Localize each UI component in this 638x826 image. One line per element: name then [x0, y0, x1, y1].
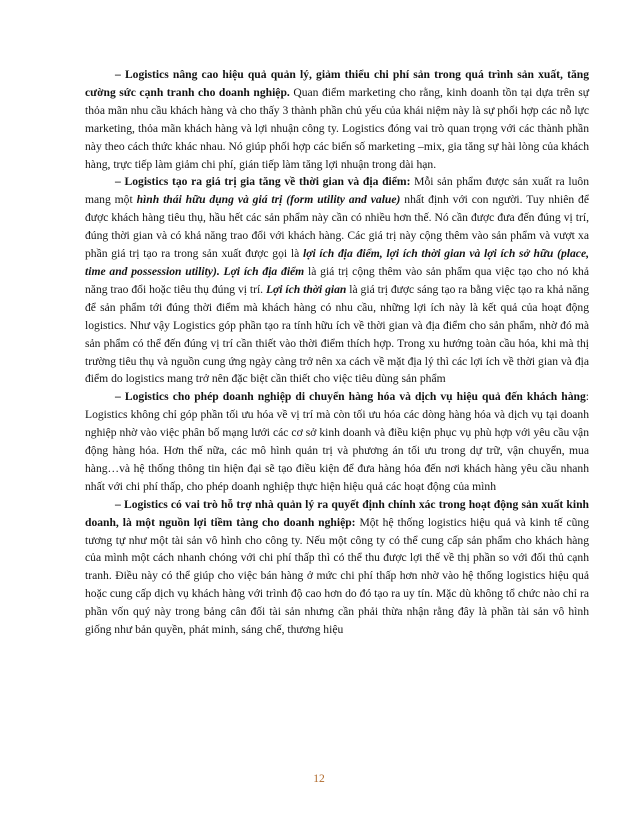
paragraph-3: [85, 388, 589, 495]
paragraph-1: [85, 66, 589, 173]
heading-span: – Logistics tạo ra giá trị gia tăng về thời gian và địa điểm:: [115, 175, 411, 189]
emphasis-span: lợi ích địa điểm, lợi ích thời gian và lợi ích sở hữu (place, time and possession utility). Lợi ích địa điểm: [85, 247, 589, 278]
paragraph-2: [85, 173, 589, 388]
emphasis-span: Lợi ích thời gian: [265, 282, 347, 296]
text-span: là giá trị cộng thêm vào sản phẩm qua việc tạo cho nó khả năng trao đổi hoặc tiêu thụ đúng vị trí.: [85, 264, 589, 296]
heading-span: – Logistics nâng cao hiệu quả quản lý, giảm thiểu chi phí sản trong quá trình sản xuất, tăng cường sức cạnh tranh cho doanh nghiệp.: [85, 68, 589, 99]
text-span: là giá trị được sáng tạo ra bằng việc tạo ra khả năng để sản phẩm tới đúng thời điểm mà khách hàng có nhu cầu, những lợi ích này là kết quả của hoạt động logistics. Như vậy Logistics góp phần tạo ra tính hữu ích về thời gian và địa điểm cho sản phẩm, nhờ đó mà sản phẩm có thể đến đúng vị trí cần thiết vào thời điểm thích hợp. Trong xu hướng toàn cầu hóa, khi mà thị trường tiêu thụ và nguồn cung ứng ngày càng trở nên xa cách về mặt địa lý thì các lợi ích về thời gian và địa điểm do logistics mang trở nên đặc biệt cần thiết cho việc tiêu dùng sản phẩm: [85, 282, 589, 386]
page-number: 12: [313, 772, 325, 785]
body-text: [85, 66, 589, 639]
text-span: Một hệ thống logistics hiệu quả và kinh tế cũng tương tự như một tài sản vô hình cho công ty. Nếu một công ty có thể cung cấp sản phẩm cho khách hàng của mình một cách nhanh chóng với chi phí thấp thì có thể thu được lợi thế về thị phần so với đối thủ cạnh tranh. Điều này có thể giúp cho việc bán hàng ở mức chi phí thấp hơn nhờ vào hệ thống logistics hiệu quả hoặc cung cấp dịch vụ khách hàng với trình độ cao hơn do đó tạo ra uy tín. Mặc dù không tổ chức nào chỉ ra phần vốn quý này trong bảng cân đối tài sản nhưng cần phải thừa nhận rằng đây là phần tài sản vô hình giống như bản quyền, phát minh, sáng chế, thương hiệu: [85, 515, 590, 637]
emphasis-span: hình thái hữu dụng và giá trị (form utility and value): [136, 193, 401, 207]
text-span: Mỗi sản phẩm được sản xuất ra luôn mang một: [85, 175, 589, 207]
paragraph-4: [85, 496, 589, 639]
text-span: Quan điểm marketing cho rằng, kinh doanh tồn tại dựa trên sự thỏa mãn nhu cầu khách hàng và cho thấy 3 thành phần chủ yếu của khái niệm này là sự phối hợp các nỗ lực marketing, thỏa mãn khách hàng và lợi nhuận công ty. Logistics đóng vai trò quan trọng với các thành phần này theo cách thức khác nhau. Nó giúp phối hợp các biến số marketing –mix, gia tăng sự hài lòng của khách hàng, trực tiếp làm giảm chi phí, gián tiếp làm tăng lợi nhuận trong dài hạn.: [85, 85, 589, 171]
heading-span: – Logistics có vai trò hỗ trợ nhà quản lý ra quyết định chính xác trong hoạt động sản xuất kinh doanh, là một nguồn lợi tiềm tàng cho doanh nghiệp:: [85, 497, 589, 529]
heading-span: – Logistics cho phép doanh nghiệp di chuyển hàng hóa và dịch vụ hiệu quả đến khách hàng: [115, 390, 586, 404]
text-span: : Logistics không chỉ góp phần tối ưu hóa về vị trí mà còn tối ưu hóa các dòng hàng hóa và dịch vụ tại doanh nghiệp nhờ vào việc phân bố mạng lưới các cơ sở kinh doanh và điều kiện phục vụ phù hợp với yêu cầu vận động hàng hóa. Hơn thế nữa, các mô hình quản trị và phương án tối ưu trong dự trữ, vận chuyển, mua hàng…và hệ thống thông tin hiện đại sẽ tạo điều kiện để đưa hàng hóa đến nơi khách hàng yêu cầu nhanh nhất với chi phí thấp, cho phép doanh nghiệp thực hiện hiệu quả các hoạt động của mình: [85, 390, 589, 493]
text-span: nhất định với con người. Tuy nhiên để được khách hàng tiêu thụ, hầu hết các sản phẩm này cần có nhiều hơn thế. Nó cần được đưa đến đúng vị trí, đúng thời gian và có khả năng trao đổi với khách hàng. Các giá trị này cộng thêm vào sản phẩm và vượt xa phần giá trị tạo ra trong sản xuất được gọi là: [85, 193, 589, 261]
